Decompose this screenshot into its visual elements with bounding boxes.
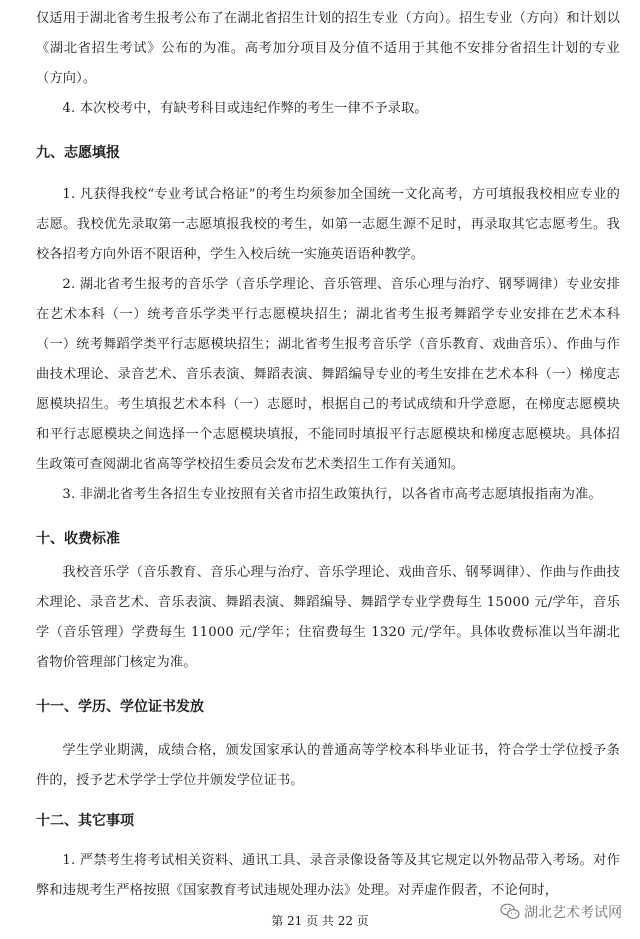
paragraph-absence-rule: 4. 本次校考中，有缺考科目或违纪作弊的考生一律不予录取。: [62, 101, 428, 116]
watermark: [500, 902, 622, 922]
paragraph-degree: 学生学业期满，成绩合格，颁发国家承认的普通高等学校本科毕业证书，符合学士学位授予条件的，授予艺术学学士学位并颁发学位证书。: [36, 743, 620, 788]
page-number: 第 21 页 共 22 页: [271, 914, 369, 928]
paragraph-application-1: 1. 凡获得我校“专业考试合格证”的考生均须参加全国统一文化高考，方可填报我校相应专业的志愿。我校优先录取第一志愿填报我校的考生，如第一志愿生源不足时，再录取其它志愿考生。我校各招考方向外语不限语种，学生入校后统一实施英语语种教学。: [36, 187, 620, 262]
section-heading-11: 十一、学历、学位证书发放: [36, 699, 204, 715]
section-heading-12: 十二、其它事项: [36, 813, 134, 829]
paragraph-application-3: 3. 非湖北省考生各招生专业按照有关省市招生政策执行，以各省市高考志愿填报指南为准。: [62, 487, 602, 502]
section-heading-9: 九、志愿填报: [36, 145, 120, 161]
section-heading-10: 十、收费标准: [36, 531, 120, 547]
paragraph-other-1: 1. 严禁考生将考试相关资料、通讯工具、录音录像设备等及其它规定以外物品带入考场。对作弊和违规考生严格按照《国家教育考试违规处理办法》处理。对弄虚作假者，不论何时，: [36, 853, 620, 898]
wechat-icon: [500, 903, 520, 921]
paragraph-application-2: 2. 湖北省考生报考的音乐学（音乐学理论、音乐管理、音乐心理与治疗、钢琴调律）专业安排在艺术本科（一）统考音乐学类平行志愿模块招生；湖北省考生报考舞蹈学专业安排在艺术本科（一）统考舞蹈学类平行志愿模块招生；湖北省考生报考音乐学（音乐教育、戏曲音乐）、作曲与作曲技术理论、录音艺术、音乐表演、舞蹈表演、舞蹈编导专业的考生安排在艺术本科（一）梯度志愿模块招生。考生填报艺术本科（一）志愿时，根据自己的考试成绩和升学意愿，在梯度志愿模块和平行志愿模块之间选择一个志愿模块填报，不能同时填报平行志愿模块和梯度志愿模块。具体招生政策可查阅湖北省高等学校招生委员会发布艺术类招生工作有关通知。: [36, 277, 620, 472]
watermark-text: 湖北艺术考试网: [524, 905, 622, 921]
paragraph-quota-note: 仅适用于湖北省考生报考公布了在湖北省招生计划的招生专业（方向）。招生专业（方向）和计划以《湖北省招生考试》公布的为准。高考加分项目及分值不适用于其他不安排分省招生计划的专业（方向）。: [36, 11, 620, 86]
paragraph-fees: 我校音乐学（音乐教育、音乐心理与治疗、音乐学理论、戏曲音乐、钢琴调律）、作曲与作曲技术理论、录音艺术、音乐表演、舞蹈表演、舞蹈编导、舞蹈学专业学费每生 15000 元/学年，音乐学（音乐管理）学费每生 11000 元/学年；住宿费每生 1320 元/学年。具体收费标准以当年湖北省物价管理部门核定为准。: [36, 565, 620, 670]
